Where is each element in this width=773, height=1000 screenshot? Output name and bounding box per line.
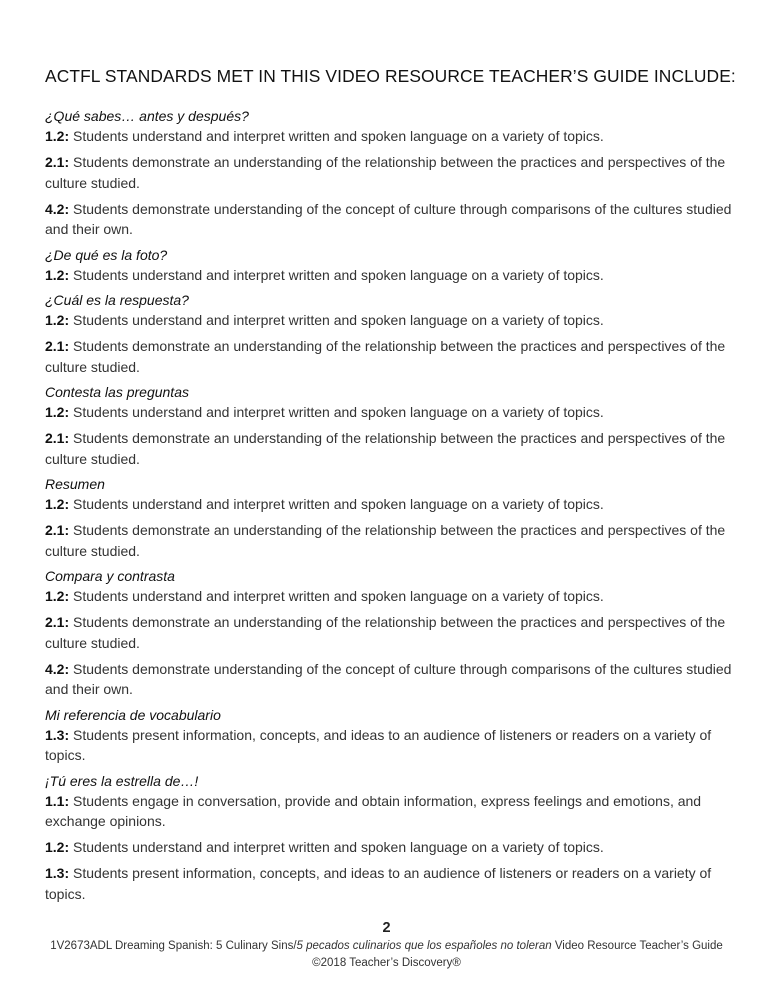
standard-item xyxy=(45,863,735,904)
standards-section xyxy=(45,382,735,469)
standard-code: 2.1: xyxy=(45,338,70,354)
standard-text: Students demonstrate an understanding of the relationship between the practices and perspectives of the culture studied. xyxy=(45,614,726,651)
section-title: ¡Tú eres la estrella de…! xyxy=(45,772,199,789)
page-title: ACTFL STANDARDS MET IN THIS VIDEO RESOURCE TEACHER’S GUIDE INCLUDE: xyxy=(45,66,736,86)
standards-section xyxy=(45,290,735,377)
standard-item xyxy=(45,152,735,193)
section-title: Compara y contrasta xyxy=(45,568,175,584)
standards-section xyxy=(45,705,735,766)
section-title: ¿Qué sabes… antes y después? xyxy=(45,108,249,124)
page-number: 2 xyxy=(382,920,391,936)
standards-list xyxy=(45,106,735,904)
page-footer xyxy=(0,918,773,972)
standard-text: Students present information, concepts, and ideas to an audience of listeners or readers on a variety of topics. xyxy=(45,865,712,902)
standard-code: 1.2: xyxy=(45,839,70,855)
standard-code: 1.2: xyxy=(45,312,70,328)
standard-code: 4.2: xyxy=(45,660,70,677)
standard-text: Students demonstrate an understanding of the relationship between the practices and perspectives of the culture studied. xyxy=(45,522,726,559)
standard-item xyxy=(45,659,735,700)
standard-text: Students engage in conversation, provide and obtain information, express feelings and emotions, and exchange opinions. xyxy=(45,792,702,829)
footer-copyright: ©2018 Teacher’s Discovery® xyxy=(312,957,461,969)
standard-text: Students demonstrate an understanding of the relationship between the practices and perspectives of the culture studied. xyxy=(45,338,726,375)
standard-item xyxy=(45,725,735,766)
standard-item xyxy=(45,494,735,515)
standard-text: Students demonstrate understanding of the concept of culture through comparisons of the cultures studied and their own. xyxy=(45,200,732,237)
standard-code: 1.3: xyxy=(45,865,70,881)
section-title: Mi referencia de vocabulario xyxy=(45,706,221,723)
section-title: ¿De qué es la foto? xyxy=(45,246,168,263)
standard-item xyxy=(45,126,735,147)
standard-item xyxy=(45,199,735,240)
section-title: ¿Cuál es la respuesta? xyxy=(45,292,189,308)
standard-text: Students present information, concepts, and ideas to an audience of listeners or readers on a variety of topics. xyxy=(45,726,712,763)
section-title: Contesta las preguntas xyxy=(45,384,189,400)
standard-item xyxy=(45,336,735,377)
standard-text: Students understand and interpret written and spoken language on a variety of topics. xyxy=(73,588,604,604)
standard-text: Students understand and interpret written and spoken language on a variety of topics. xyxy=(73,404,604,420)
standard-code: 1.2: xyxy=(45,588,70,604)
standard-code: 1.3: xyxy=(45,726,70,743)
standard-code: 1.2: xyxy=(45,266,70,283)
standard-text: Students understand and interpret written and spoken language on a variety of topics. xyxy=(73,128,604,144)
standard-item xyxy=(45,837,735,858)
standard-code: 1.2: xyxy=(45,496,70,512)
standard-code: 1.2: xyxy=(45,128,70,144)
standard-item xyxy=(45,265,735,286)
standard-item xyxy=(45,310,735,331)
standard-item xyxy=(45,428,735,469)
footer-product-line xyxy=(0,938,773,955)
standard-code: 2.1: xyxy=(45,614,70,630)
section-title: Resumen xyxy=(45,476,105,492)
standard-text: Students understand and interpret written and spoken language on a variety of topics. xyxy=(73,266,604,283)
standard-code: 2.1: xyxy=(45,154,70,170)
footer-suffix: Video Resource Teacher’s Guide xyxy=(551,940,723,952)
standards-section xyxy=(45,106,735,240)
standard-item xyxy=(45,586,735,607)
standard-code: 1.1: xyxy=(45,792,70,809)
standard-code: 2.1: xyxy=(45,522,70,538)
standard-code: 1.2: xyxy=(45,404,70,420)
standard-text: Students demonstrate an understanding of the relationship between the practices and perspectives of the culture studied. xyxy=(45,154,726,191)
standard-item xyxy=(45,520,735,561)
standards-section xyxy=(45,474,735,561)
standard-text: Students understand and interpret written and spoken language on a variety of topics. xyxy=(73,312,604,328)
standard-text: Students demonstrate understanding of the concept of culture through comparisons of the cultures studied and their own. xyxy=(45,660,732,697)
standard-code: 4.2: xyxy=(45,200,70,217)
footer-prefix: 1V2673ADL Dreaming Spanish: 5 Culinary Sins/ xyxy=(50,940,297,952)
standard-text: Students understand and interpret written and spoken language on a variety of topics. xyxy=(73,496,604,512)
standards-section xyxy=(45,566,735,700)
standard-item xyxy=(45,402,735,423)
standard-text: Students understand and interpret written and spoken language on a variety of topics. xyxy=(73,839,604,855)
standard-text: Students demonstrate an understanding of the relationship between the practices and perspectives of the culture studied. xyxy=(45,430,726,467)
standards-section xyxy=(45,245,735,286)
standards-section xyxy=(45,771,735,905)
page-content xyxy=(45,66,735,909)
standard-code: 2.1: xyxy=(45,430,70,446)
footer-italic-title: 5 pecados culinarios que los españoles no toleran xyxy=(296,940,552,952)
standard-item xyxy=(45,791,735,832)
standard-item xyxy=(45,612,735,653)
